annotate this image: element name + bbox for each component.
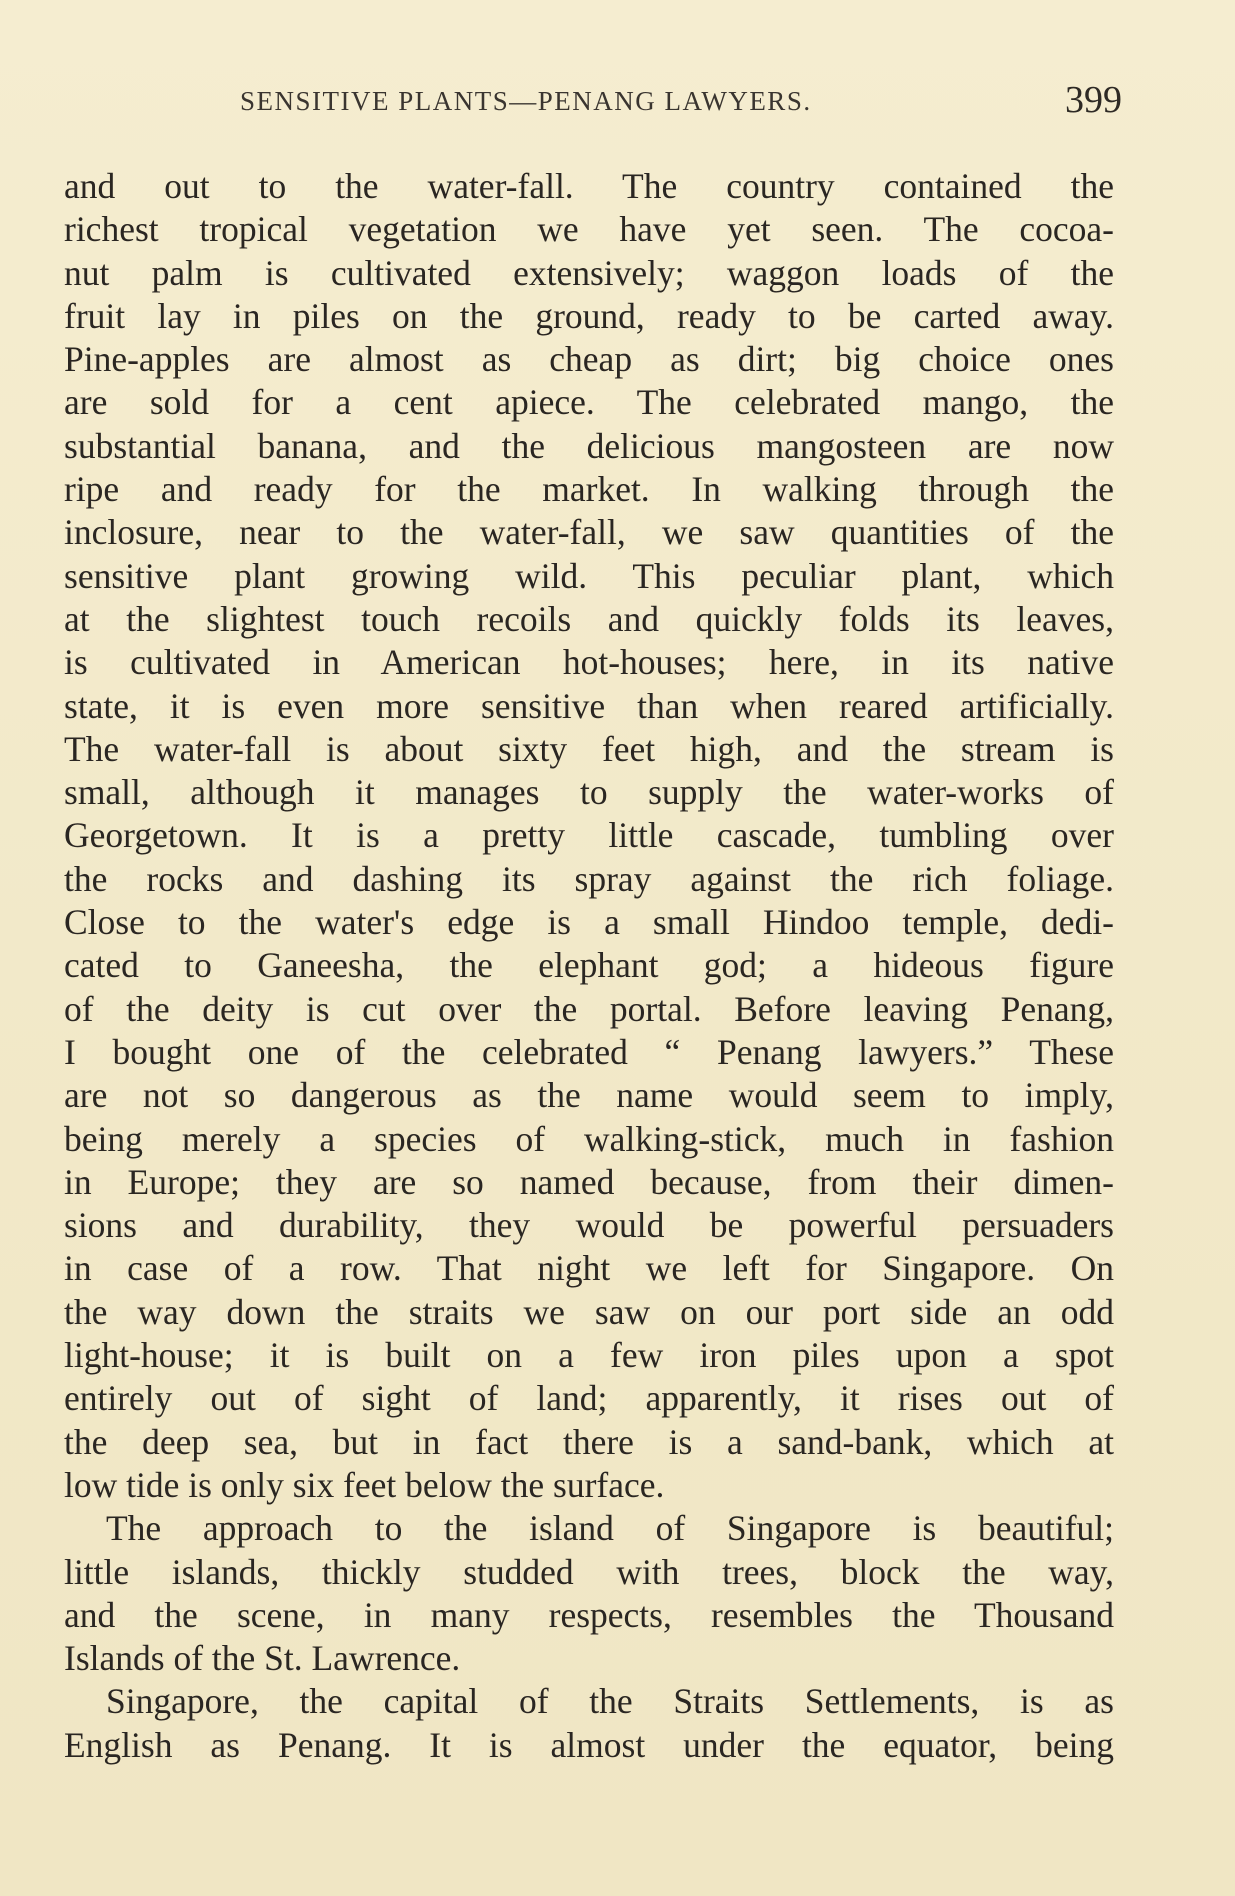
text-line: Close to the water's edge is a small Hindoo temple, dedi-: [64, 902, 1114, 943]
text-line: The approach to the island of Singapore is beautiful;: [106, 1508, 1114, 1549]
text-line: sions and durability, they would be powerful persuaders: [64, 1205, 1114, 1246]
text-line: cated to Ganeesha, the elephant god; a hideous figure: [64, 945, 1114, 986]
body-text: [64, 165, 1114, 1767]
text-line: fruit lay in piles on the ground, ready to be carted away.: [64, 295, 1114, 336]
text-line: at the slightest touch recoils and quickly folds its leaves,: [64, 598, 1114, 639]
text-line: are sold for a cent apiece. The celebrated mango, the: [64, 382, 1114, 423]
text-line: ripe and ready for the market. In walking through the: [64, 469, 1114, 510]
text-line: richest tropical vegetation we have yet seen. The cocoa-: [64, 209, 1114, 250]
text-line: Islands of the St. Lawrence.: [64, 1638, 461, 1679]
text-line: The water-fall is about sixty feet high, and the stream is: [64, 728, 1114, 769]
text-line: of the deity is cut over the portal. Before leaving Penang,: [64, 988, 1114, 1029]
text-line: inclosure, near to the water-fall, we saw quantities of the: [64, 512, 1114, 553]
text-line: state, it is even more sensitive than when reared artificially.: [64, 685, 1114, 726]
text-line: being merely a species of walking-stick, much in fashion: [64, 1118, 1114, 1159]
text-line: little islands, thickly studded with trees, block the way,: [64, 1551, 1114, 1592]
text-line: low tide is only six feet below the surface.: [64, 1464, 665, 1505]
running-title: SENSITIVE PLANTS—PENANG LAWYERS.: [240, 86, 812, 116]
text-line: in Europe; they are so named because, from their dimen-: [64, 1161, 1114, 1202]
text-line: are not so dangerous as the name would seem to imply,: [64, 1075, 1114, 1116]
text-line: in case of a row. That night we left for Singapore. On: [64, 1248, 1114, 1289]
text-line: substantial banana, and the delicious mangosteen are now: [64, 425, 1114, 466]
text-line: nut palm is cultivated extensively; waggon loads of the: [64, 252, 1114, 293]
running-head: [62, 76, 1122, 132]
text-line: small, although it manages to supply the water-works of: [64, 772, 1114, 813]
text-line: and the scene, in many respects, resembles the Thousand: [64, 1594, 1114, 1635]
text-line: Singapore, the capital of the Straits Settlements, is as: [106, 1681, 1114, 1722]
text-line: I bought one of the celebrated “ Penang lawyers.” These: [64, 1031, 1114, 1072]
text-line: entirely out of sight of land; apparently, it rises out of: [64, 1378, 1114, 1419]
text-line: light-house; it is built on a few iron piles upon a spot: [64, 1335, 1114, 1376]
text-line: the deep sea, but in fact there is a sand-bank, which at: [64, 1421, 1114, 1462]
text-line: English as Penang. It is almost under the equator, being: [64, 1724, 1114, 1765]
text-line: Pine-apples are almost as cheap as dirt; big choice ones: [64, 339, 1114, 380]
text-line: is cultivated in American hot-houses; here, in its native: [64, 642, 1114, 683]
page-number: 399: [1065, 79, 1122, 121]
text-line: the way down the straits we saw on our port side an odd: [64, 1291, 1114, 1332]
text-line: sensitive plant growing wild. This peculiar plant, which: [64, 555, 1114, 596]
text-line: Georgetown. It is a pretty little cascade, tumbling over: [64, 815, 1114, 856]
text-line: and out to the water-fall. The country contained the: [64, 166, 1114, 206]
text-line: the rocks and dashing its spray against the rich foliage.: [64, 858, 1114, 899]
